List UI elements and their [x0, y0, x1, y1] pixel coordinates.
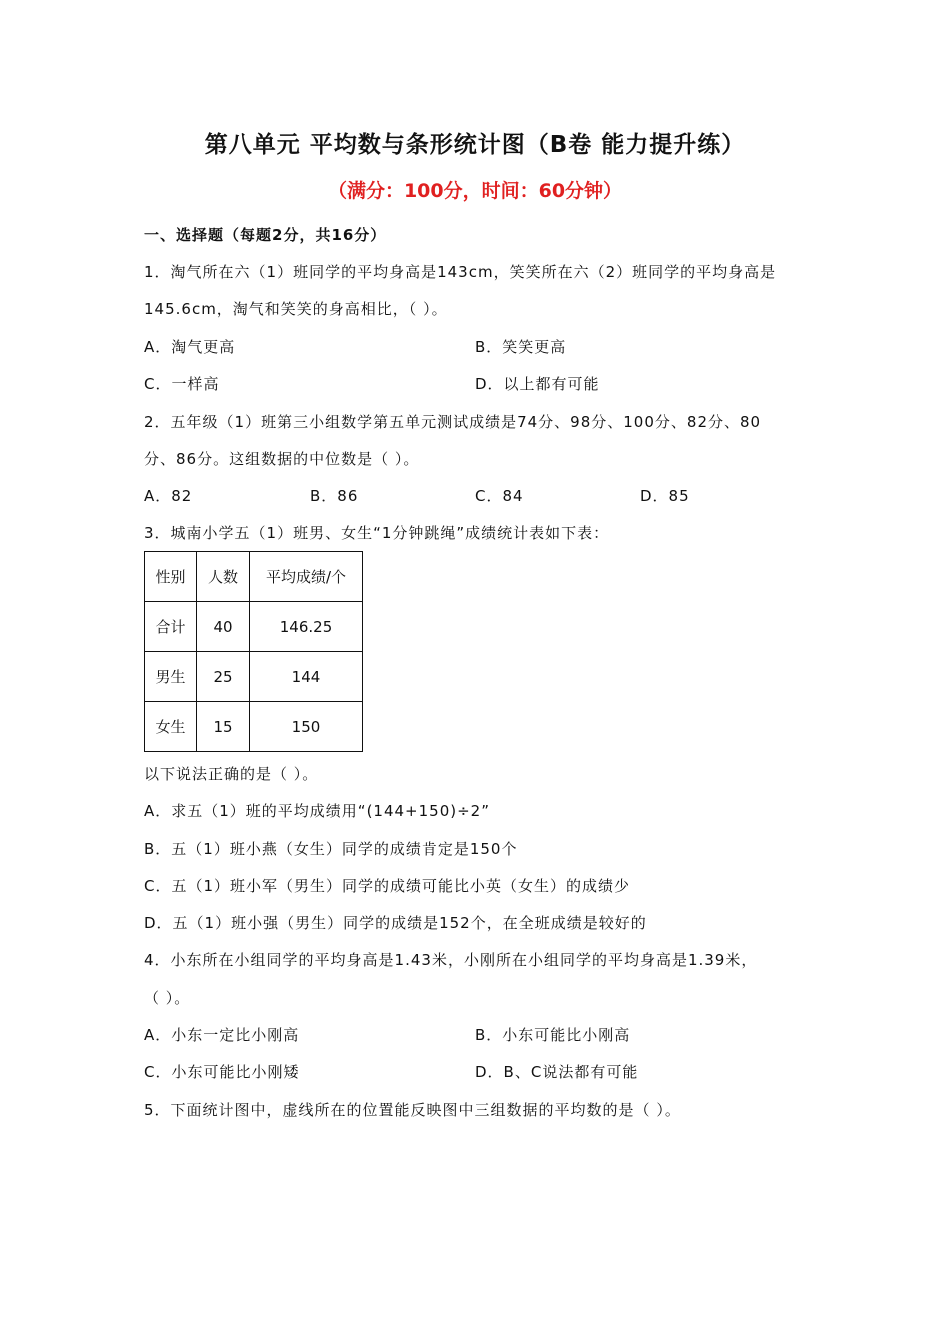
q3-option-b: B．五（1）班小燕（女生）同学的成绩肯定是150个 — [144, 840, 518, 858]
table-row — [145, 702, 363, 752]
q3-option-d: D．五（1）班小强（男生）同学的成绩是152个，在全班成绩是较好的 — [144, 914, 647, 932]
q1-text-line2: 145.6cm，淘气和笑笑的身高相比，（ ）。 — [144, 300, 448, 318]
table-cell: 150 — [250, 702, 363, 752]
q1-option-c: C．一样高 — [144, 375, 220, 393]
q2-text-line1: 2．五年级（1）班第三小组数学第五单元测试成绩是74分、98分、100分、82分、80 — [144, 413, 762, 431]
q3-text-line1: 3．城南小学五（1）班男、女生“1分钟跳绳”成绩统计表如下表： — [144, 524, 610, 542]
q3-option-c: C．五（1）班小军（男生）同学的成绩可能比小英（女生）的成绩少 — [144, 877, 631, 895]
table-cell: 男生 — [145, 652, 197, 702]
page-subtitle: （满分：100分，时间：60分钟） — [327, 180, 623, 202]
table-header-row — [145, 552, 363, 602]
q1-option-b: B．笑笑更高 — [475, 338, 567, 356]
q4-option-d: D．B、C说法都有可能 — [475, 1063, 639, 1081]
q1-option-d: D．以上都有可能 — [475, 375, 600, 393]
table-header-cell: 平均成绩/个 — [250, 552, 363, 602]
table-cell: 合计 — [145, 602, 197, 652]
q3-option-a: A．求五（1）班的平均成绩用“(144+150)÷2” — [144, 802, 490, 820]
table-cell: 25 — [197, 652, 250, 702]
table-cell: 146.25 — [250, 602, 363, 652]
q2-option-b: B．86 — [310, 487, 359, 505]
section-heading: 一、选择题（每题2分，共16分） — [144, 226, 387, 244]
q4-option-c: C．小东可能比小刚矮 — [144, 1063, 300, 1081]
q2-text-line2: 分、86分。这组数据的中位数是（ ）。 — [144, 450, 420, 468]
q3-prompt: 以下说法正确的是（ ）。 — [144, 765, 319, 783]
q2-option-a: A．82 — [144, 487, 193, 505]
q4-option-a: A．小东一定比小刚高 — [144, 1026, 300, 1044]
table-cell: 40 — [197, 602, 250, 652]
table-cell: 女生 — [145, 702, 197, 752]
table-row — [145, 602, 363, 652]
q1-text-line1: 1．淘气所在六（1）班同学的平均身高是143cm，笑笑所在六（2）班同学的平均身高是 — [144, 263, 777, 281]
table-header-cell: 人数 — [197, 552, 250, 602]
q4-text-line1: 4．小东所在小组同学的平均身高是1.43米，小刚所在小组同学的平均身高是1.39米， — [144, 951, 758, 969]
table-cell: 15 — [197, 702, 250, 752]
table-cell: 144 — [250, 652, 363, 702]
q4-text-line2: （ ）。 — [144, 989, 191, 1007]
score-table — [144, 551, 363, 752]
q2-option-d: D．85 — [640, 487, 690, 505]
page-title: 第八单元 平均数与条形统计图（B卷 能力提升练） — [204, 132, 746, 158]
q2-option-c: C．84 — [475, 487, 524, 505]
table-header-cell: 性别 — [145, 552, 197, 602]
q1-option-a: A．淘气更高 — [144, 338, 236, 356]
q5-text-line1: 5．下面统计图中，虚线所在的位置能反映图中三组数据的平均数的是（ ）。 — [144, 1101, 681, 1119]
q4-option-b: B．小东可能比小刚高 — [475, 1026, 631, 1044]
table-row — [145, 652, 363, 702]
